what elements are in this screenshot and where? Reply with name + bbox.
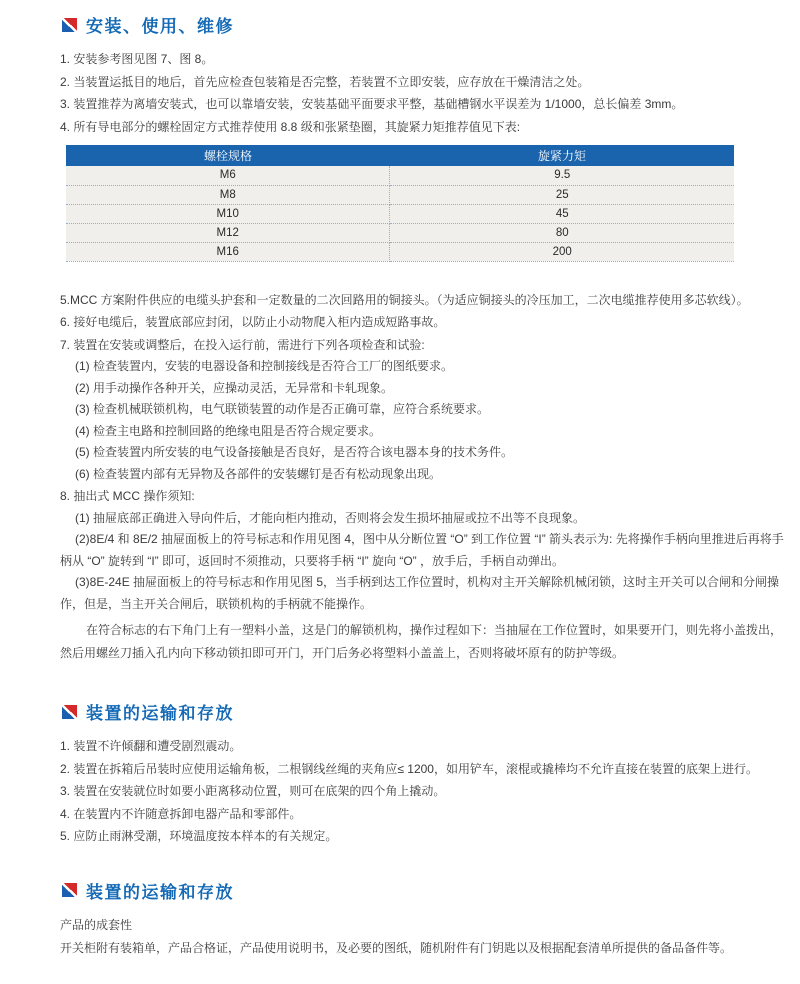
cell-bolt-spec: M16 — [66, 242, 390, 261]
list-item: 6. 接好电缆后，装置底部应封闭，以防止小动物爬入柜内造成短路事故。 — [60, 315, 446, 329]
sub-list-item: (4) 检查主电路和控制回路的绝缘电阻是否符合规定要求。 — [75, 423, 382, 438]
table-row — [66, 242, 734, 261]
section-marker-icon — [62, 705, 77, 719]
cell-bolt-spec: M6 — [66, 166, 390, 185]
column-header-torque: 旋紧力矩 — [390, 145, 734, 166]
cell-torque: 25 — [390, 185, 734, 204]
section-marker-icon — [62, 883, 77, 897]
cell-bolt-spec: M8 — [66, 185, 390, 204]
section-1-list — [60, 48, 786, 138]
list-item: 3. 装置在安装就位时如要小距离移动位置，则可在底架的四个角上撬动。 — [60, 784, 446, 798]
cell-bolt-spec: M12 — [66, 223, 390, 242]
torque-table — [66, 145, 734, 262]
section-2-title: 装置的运输和存放 — [86, 704, 234, 723]
list-item: 2. 当装置运抵目的地后，首先应检查包装箱是否完整，若装置不立即安装，应存放在干燥清洁之处。 — [60, 74, 590, 89]
table-row — [66, 166, 734, 185]
section-3-title: 装置的运输和存放 — [86, 882, 234, 902]
column-header-bolt-spec: 螺栓规格 — [66, 145, 390, 166]
list-item: 5.MCC 方案附件供应的电缆头护套和一定数量的二次回路用的铜接头。（为适应铜接头的冷压加工，二次电缆推荐使用多芯软线）。 — [60, 292, 749, 307]
sub-list-item: (3)8E-24E 抽屉面板上的符号标志和作用见图 5，当手柄到达工作位置时，机构对主开关解除机械闭锁，这时主开关可以合闸和分闸操作，但是，当主开关合闸后，联锁机构的手柄就不能操作。 — [60, 575, 780, 611]
sub-list-item: (3) 检查机械联锁机构，电气联锁装置的动作是否正确可靠，应符合系统要求。 — [75, 402, 490, 416]
section-1-heading — [62, 12, 786, 37]
sub-list-item: (5) 检查装置内所安装的电气设备接触是否良好，是否符合该电器本身的技术务件。 — [75, 445, 514, 459]
list-item: 4. 所有导电部分的螺栓固定方式推荐使用 8.8 级和张紧垫圈，其旋紧力矩推荐值见下表: — [60, 119, 521, 134]
section-1-title: 安装、使用、维修 — [86, 17, 234, 36]
table-header-row — [66, 145, 734, 166]
list-item: 3. 装置推荐为离墙安装式，也可以靠墙安装，安装基础平面要求平整，基础槽钢水平误差为 1/1000，总长偏差 3mm。 — [60, 97, 684, 111]
section-1-list-continued — [60, 289, 786, 666]
list-item: 7. 装置在安装或调整后，在投入运行前，需进行下列各项检查和试验: — [60, 337, 425, 352]
section-marker-icon — [62, 18, 77, 32]
completeness-body: 开关柜附有装箱单，产品合格证，产品使用说明书，及必要的图纸，随机附件有门钥匙以及根据配套清单所提供的备品备件等。 — [60, 940, 733, 955]
sub-list-item: (2) 用手动操作各种开关，应操动灵活，无异常和卡轧现象。 — [75, 380, 394, 395]
cell-torque: 200 — [390, 242, 734, 261]
list-item: 8. 抽出式 MCC 操作须知: — [60, 489, 195, 503]
list-item: 1. 装置不许倾翻和遭受剧烈震动。 — [60, 739, 242, 753]
table-row — [66, 185, 734, 204]
list-item: 4. 在装置内不许随意拆卸电器产品和零部件。 — [60, 806, 302, 821]
cell-torque: 80 — [390, 223, 734, 242]
door-unlock-paragraph: 在符合标志的右下角门上有一塑料小盖，这是门的解锁机构，操作过程如下：当抽屉在工作位置时，如果要开门，则先将小盖拨出，然后用螺丝刀插入孔内向下移动锁扣即可开门，开门后务必将塑料小盖盖上，否则将破坏原有的防护等级。 — [60, 623, 783, 660]
cell-bolt-spec: M10 — [66, 204, 390, 223]
sub-list-item: (6) 检查装置内部有无异物及各部件的安装螺钉是否有松动现象出现。 — [75, 466, 442, 481]
sub-list-item: (2)8E/4 和 8E/2 抽屉面板上的符号标志和作用见图 4，图中从分断位置 “O” 到工作位置 “I” 箭头表示为: 先将操作手柄向里推进后再将手柄从 “O” 旋转到 “I” 即可，返回时不须推动，只要将手柄 “I” 旋向 “O” ，放手后，手柄自动弹出。 — [60, 532, 784, 568]
section-2-heading — [62, 699, 786, 724]
sub-list-item: (1) 抽屉底部正确进入导向件后，才能向柜内推动，否则将会发生损坏抽屉或拉不出等不良现象。 — [75, 510, 586, 525]
list-item: 1. 安装参考图见图 7、图 8。 — [60, 52, 214, 66]
table-row — [66, 204, 734, 223]
completeness-subtitle: 产品的成套性 — [60, 917, 133, 932]
list-item: 2. 装置在拆箱后吊装时应使用运输角板，二根钢线丝绳的夹角应≤ 1200，如用铲车，滚棍或撬棒均不允许直接在装置的底架上进行。 — [60, 761, 758, 776]
cell-torque: 9.5 — [390, 166, 734, 185]
cell-torque: 45 — [390, 204, 734, 223]
sub-list-item: (1) 检查装置内，安装的电器设备和控制接线是否符合工厂的图纸要求。 — [75, 359, 454, 373]
table-row — [66, 223, 734, 242]
section-2-list — [60, 735, 786, 848]
list-item: 5. 应防止雨淋受潮，环境温度按本样本的有关规定。 — [60, 829, 338, 843]
section-3-heading — [62, 878, 786, 903]
